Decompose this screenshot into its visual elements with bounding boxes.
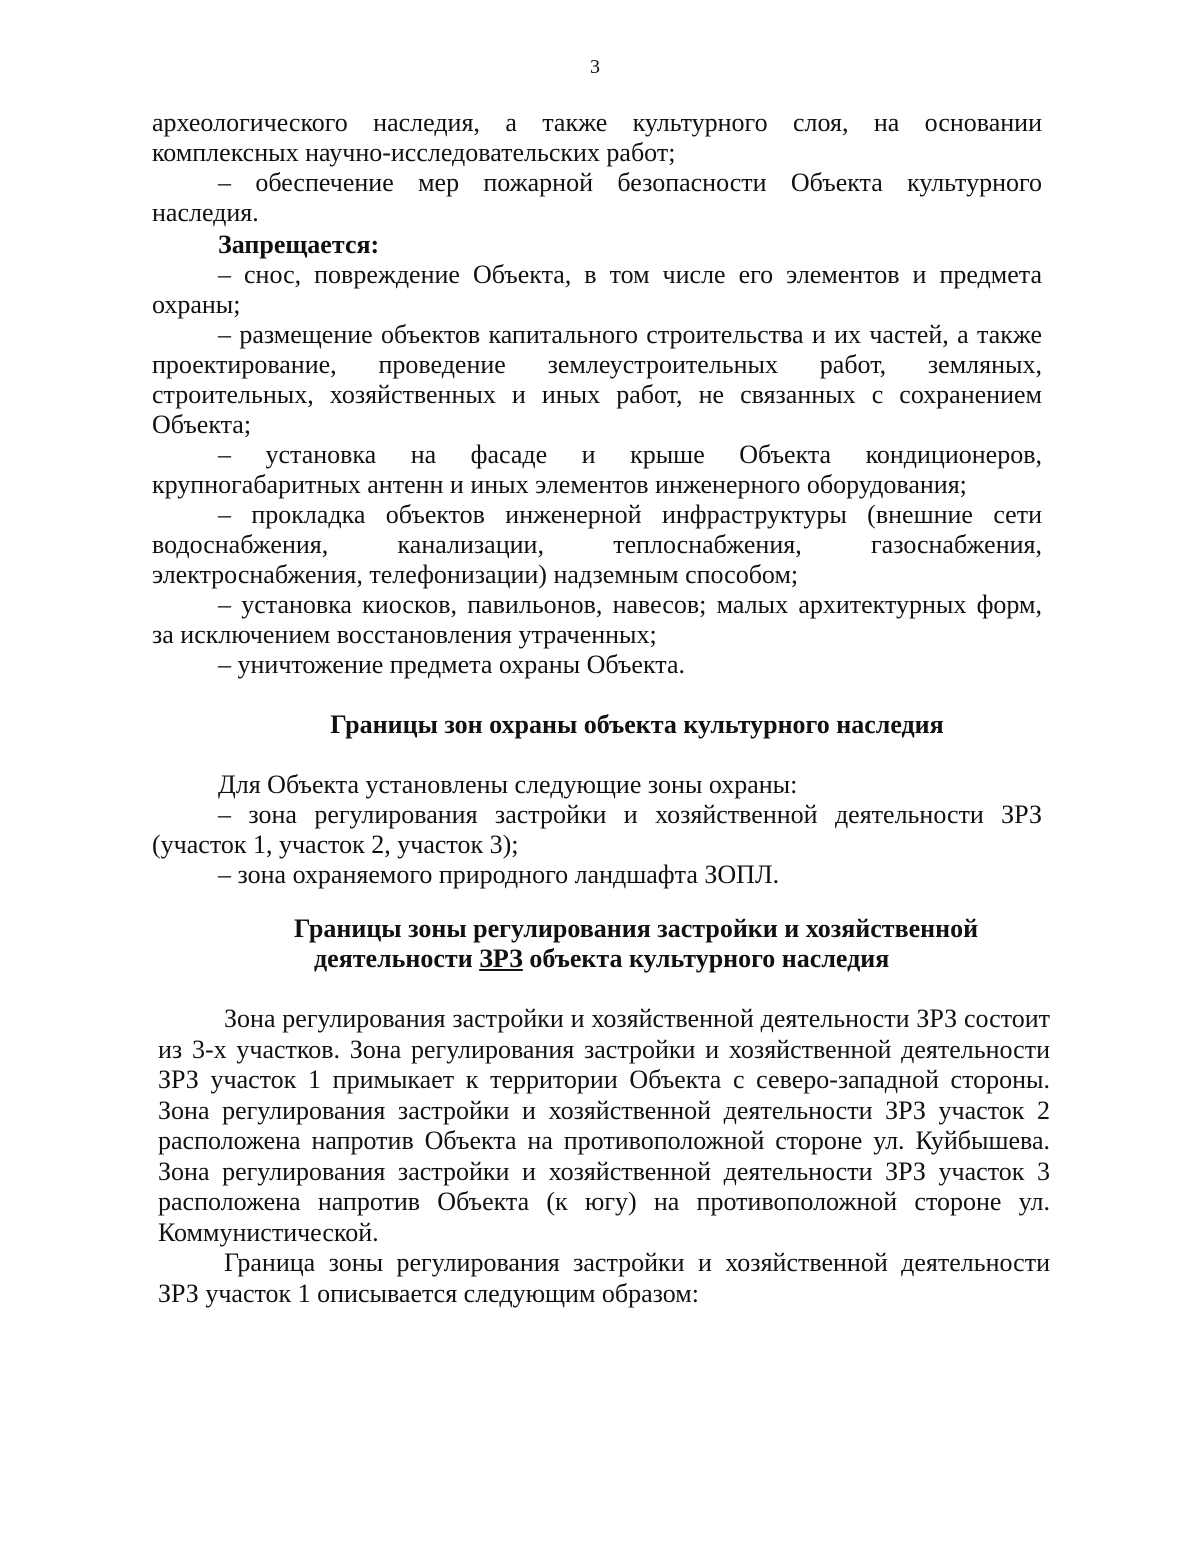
page-number: 3 [590, 56, 600, 78]
prohibited-item-5: – установка киосков, павильонов, навесов; малых архитектурных форм, за исключением восстановления утраченных; [152, 590, 1042, 649]
prohibited-heading: Запрещается: [218, 230, 380, 259]
prohibited-item-4: – прокладка объектов инженерной инфраструктуры (внешние сети водоснабжения, канализации, теплоснабжения, газоснабжения, электроснабжения, телефонизации) надземным способом; [152, 500, 1042, 589]
section1-title: Границы зон охраны объекта культурного наследия [330, 710, 944, 739]
section2-body [158, 1004, 1050, 1309]
section2-title-part2: объекта культурного наследия [522, 944, 890, 973]
prohibited-item-3: – установка на фасаде и крыше Объекта кондиционеров, крупногабаритных антенн и иных элементов инженерного оборудования; [152, 440, 1042, 499]
section1-item-1: – зона регулирования застройки и хозяйственной деятельности ЗРЗ (участок 1, участок 2, участок 3); [152, 800, 1042, 859]
prohibited-item-1: – снос, повреждение Объекта, в том числе его элементов и предмета охраны; [152, 260, 1042, 319]
intro-paragraph-1: археологического наследия, а также культурного слоя, на основании комплексных научно-исследовательских работ; [152, 108, 1042, 167]
prohibited-item-6: – уничтожение предмета охраны Объекта. [218, 650, 685, 679]
section2-title-line1: Границы зоны регулирования застройки и хозяйственной [294, 914, 979, 943]
section2-title-part1: деятельности [314, 944, 480, 973]
intro-paragraph-2: – обеспечение мер пожарной безопасности Объекта культурного наследия. [152, 168, 1042, 227]
section2-title-line2 [160, 944, 1110, 974]
section2-paragraph-1: Зона регулирования застройки и хозяйственной деятельности ЗРЗ состоит из 3-х участков. Зона регулирования застройки и хозяйственной деятельности ЗРЗ участок 1 примыкает к территории Объекта с северо-западной стороны. Зона регулирования застройки и хозяйственной деятельности ЗРЗ участок 2 расположена напротив Объекта на противоположной стороне ул. Куйбышева. Зона регулирования застройки и хозяйственной деятельности ЗРЗ участок 3 расположена напротив Объекта (к югу) на противоположной стороне ул. Коммунистической. [158, 1004, 1050, 1247]
document-body [152, 108, 1042, 890]
section2-title-abbrev: ЗРЗ [479, 944, 523, 973]
section1-intro: Для Объекта установлены следующие зоны охраны: [218, 770, 798, 799]
section2-title [160, 914, 1110, 974]
section1-item-2: – зона охраняемого природного ландшафта ЗОПЛ. [218, 860, 780, 889]
section2-paragraph-2: Граница зоны регулирования застройки и хозяйственной деятельности ЗРЗ участок 1 описывается следующим образом: [158, 1248, 1050, 1308]
prohibited-item-2: – размещение объектов капитального строительства и их частей, а также проектирование, проведение землеустроительных работ, земляных, строительных, хозяйственных и иных работ, не связанных с сохранением Объекта; [152, 320, 1042, 439]
